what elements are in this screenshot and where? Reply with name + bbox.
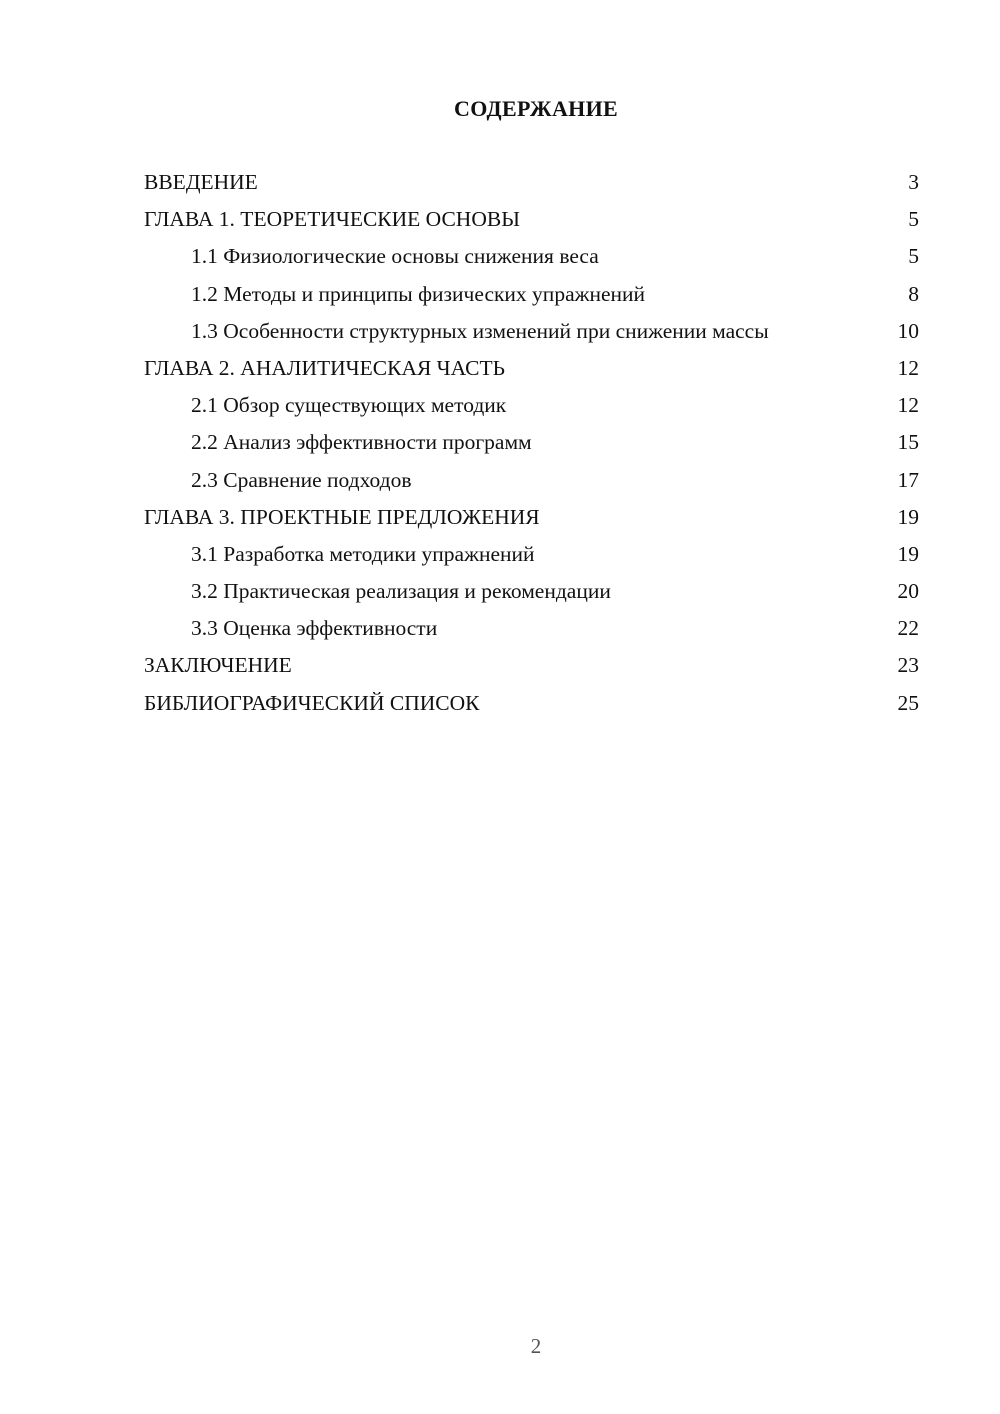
toc-entry-text: ЗАКЛЮЧЕНИЕ xyxy=(144,653,292,678)
toc-entry-section-2-1[interactable] xyxy=(144,392,919,418)
toc-entry-page: 22 xyxy=(897,616,919,641)
toc-entry-text: 2.2 Анализ эффективности программ xyxy=(191,430,532,455)
toc-entry-page: 25 xyxy=(897,690,919,715)
toc-entry-text: 1.3 Особенности структурных изменений при снижении массы xyxy=(191,318,769,343)
toc-entry-page: 3 xyxy=(908,170,919,194)
toc-entry-chapter-3[interactable] xyxy=(144,504,919,530)
toc-entry-text: 3.3 Оценка эффективности xyxy=(191,616,438,641)
toc-entry-page: 23 xyxy=(897,653,919,678)
toc-entry-page: 12 xyxy=(897,355,919,380)
toc-entry-text: ГЛАВА 1. ТЕОРЕТИЧЕСКИЕ ОСНОВЫ xyxy=(144,207,520,232)
toc-entry-section-1-2[interactable] xyxy=(144,281,919,307)
toc-entry-section-3-2[interactable] xyxy=(144,578,919,604)
toc-entry-text: ГЛАВА 3. ПРОЕКТНЫЕ ПРЕДЛОЖЕНИЯ xyxy=(144,504,540,529)
toc-entry-text: 1.1 Физиологические основы снижения веса xyxy=(191,244,599,269)
toc-entry-section-3-3[interactable] xyxy=(144,615,919,641)
page-title: СОДЕРЖАНИЕ xyxy=(454,96,618,121)
toc-entry-section-2-2[interactable] xyxy=(144,429,919,455)
toc-entry-page: 15 xyxy=(897,430,919,455)
toc-entry-page: 10 xyxy=(897,318,919,343)
toc-entry-conclusion[interactable] xyxy=(144,652,919,678)
toc-entry-bibliography[interactable] xyxy=(144,690,919,716)
toc-entry-page: 12 xyxy=(897,393,919,418)
toc-entry-page: 17 xyxy=(897,467,919,492)
toc-entry-text: ГЛАВА 2. АНАЛИТИЧЕСКАЯ ЧАСТЬ xyxy=(144,355,505,380)
toc-entry-page: 8 xyxy=(908,281,919,306)
toc-entry-page: 20 xyxy=(897,579,919,604)
toc-entry-page: 19 xyxy=(897,504,919,529)
toc-entry-text: 3.1 Разработка методики упражнений xyxy=(191,541,535,566)
toc-entry-text: 3.2 Практическая реализация и рекомендации xyxy=(191,579,611,604)
toc-entry-section-3-1[interactable] xyxy=(144,541,919,567)
toc-entry-page: 19 xyxy=(897,541,919,566)
toc-entry-section-1-3[interactable] xyxy=(144,318,919,344)
toc-entry-chapter-1[interactable] xyxy=(144,206,919,232)
toc-entry-text: 1.2 Методы и принципы физических упражнений xyxy=(191,281,646,306)
table-of-contents xyxy=(144,169,919,727)
toc-entry-chapter-2[interactable] xyxy=(144,355,919,381)
toc-entry-text: 2.3 Сравнение подходов xyxy=(191,467,412,492)
toc-entry-text: 2.1 Обзор существующих методик xyxy=(191,393,507,418)
toc-entry-page: 5 xyxy=(908,244,919,269)
toc-entry-page: 5 xyxy=(908,207,919,232)
toc-entry-text: БИБЛИОГРАФИЧЕСКИЙ СПИСОК xyxy=(144,690,480,715)
page-number: 2 xyxy=(530,1334,542,1358)
toc-entry-section-2-3[interactable] xyxy=(144,467,919,493)
toc-entry-section-1-1[interactable] xyxy=(144,243,919,269)
toc-entry-introduction[interactable] xyxy=(144,169,919,195)
toc-entry-text: ВВЕДЕНИЕ xyxy=(144,170,258,194)
